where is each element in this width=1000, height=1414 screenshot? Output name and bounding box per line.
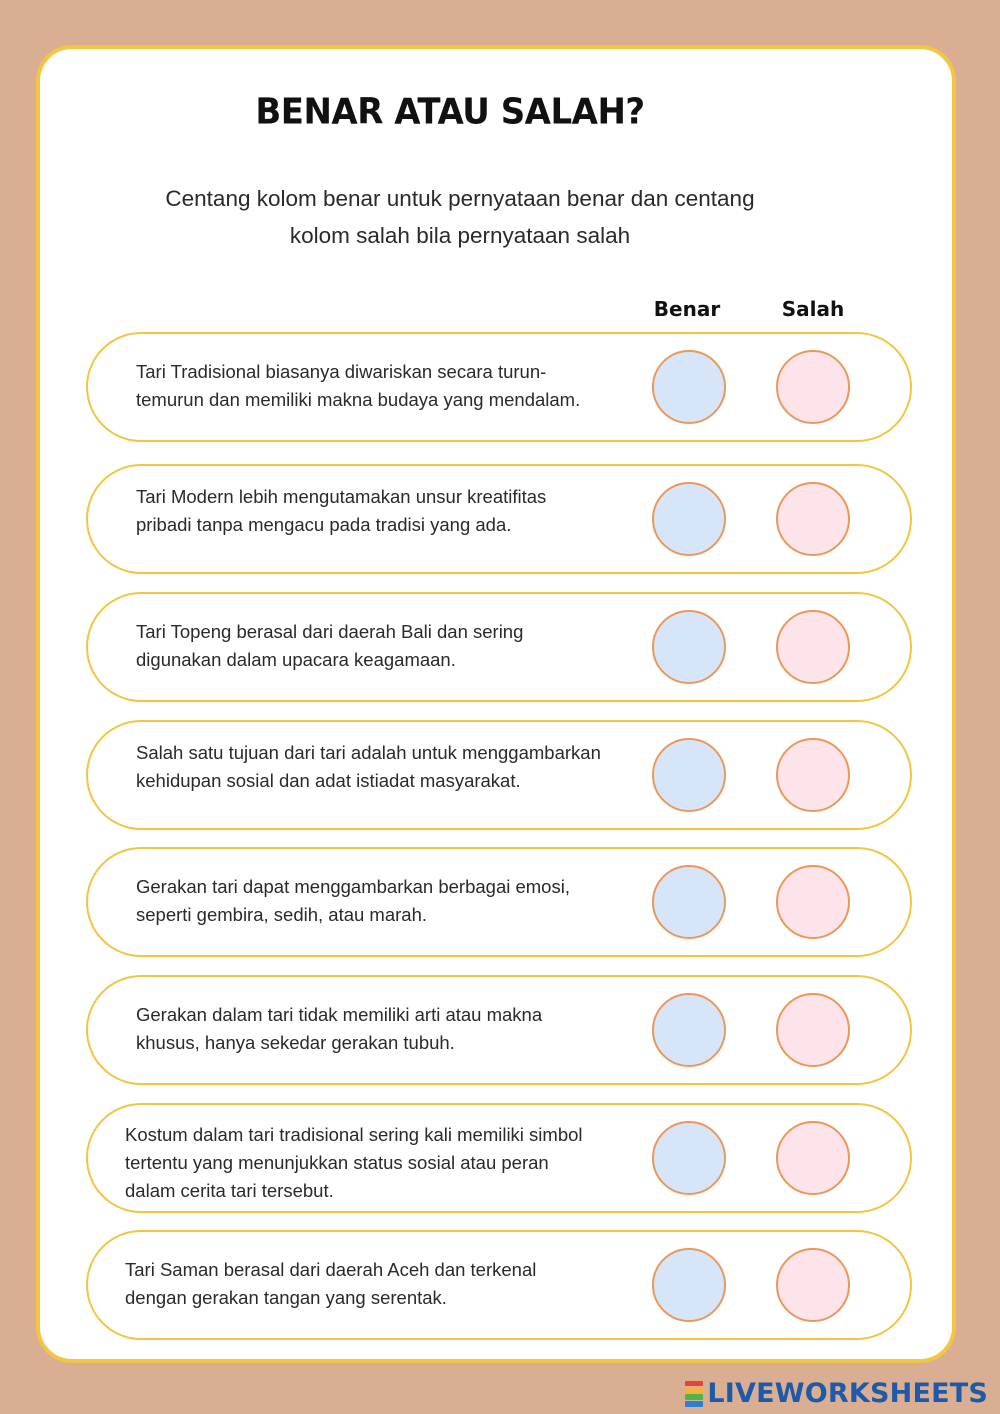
statement-text-line: Salah satu tujuan dari tari adalah untuk menggambarkan: [136, 742, 601, 763]
statement-text-line: dengan gerakan tangan yang serentak.: [125, 1287, 447, 1308]
column-header-benar: Benar: [653, 297, 721, 321]
statement-text: [136, 483, 636, 539]
statement-row: [86, 720, 912, 830]
statement-text: [125, 1121, 625, 1205]
statement-text-line: digunakan dalam upacara keagamaan.: [136, 649, 456, 670]
statement-text-line: pribadi tanpa mengacu pada tradisi yang ada.: [136, 514, 512, 535]
statement-text-line: Gerakan tari dapat menggambarkan berbagai emosi,: [136, 876, 570, 897]
statement-text-line: Tari Topeng berasal dari daerah Bali dan sering: [136, 621, 524, 642]
instructions-line-2: kolom salah bila pernyataan salah: [289, 223, 631, 248]
salah-answer-circle[interactable]: [776, 610, 850, 684]
benar-answer-circle[interactable]: [652, 1248, 726, 1322]
salah-answer-circle[interactable]: [776, 1248, 850, 1322]
statement-text: [136, 618, 636, 674]
instructions-line-1: Centang kolom benar untuk pernyataan benar dan centang: [165, 186, 755, 211]
statement-text-line: kehidupan sosial dan adat istiadat masyarakat.: [136, 770, 521, 791]
statement-text: [136, 1001, 636, 1057]
statement-text: [136, 358, 636, 414]
statement-text-line: Gerakan dalam tari tidak memiliki arti atau makna: [136, 1004, 543, 1025]
benar-answer-circle[interactable]: [652, 738, 726, 812]
statement-text-line: Tari Modern lebih mengutamakan unsur kreatifitas: [136, 486, 547, 507]
benar-answer-circle[interactable]: [652, 993, 726, 1067]
statement-row: [86, 1103, 912, 1213]
statement-text: [125, 1256, 625, 1312]
liveworksheets-wordmark: LIVEWORKSHEETS: [707, 1378, 988, 1409]
statement-row: [86, 1230, 912, 1340]
salah-answer-circle[interactable]: [776, 993, 850, 1067]
statement-text-line: Tari Tradisional biasanya diwariskan secara turun-: [136, 361, 547, 382]
benar-answer-circle[interactable]: [652, 482, 726, 556]
statement-text-line: Tari Saman berasal dari daerah Aceh dan terkenal: [125, 1259, 537, 1280]
worksheet-title: BENAR ATAU SALAH?: [255, 91, 645, 133]
statement-text-line: dalam cerita tari tersebut.: [125, 1180, 334, 1201]
statement-text-line: temurun dan memiliki makna budaya yang mendalam.: [136, 389, 581, 410]
statement-row: [86, 975, 912, 1085]
statement-text: [136, 873, 636, 929]
salah-answer-circle[interactable]: [776, 350, 850, 424]
liveworksheets-brand: [685, 1378, 988, 1409]
salah-answer-circle[interactable]: [776, 482, 850, 556]
statement-text-line: khusus, hanya sekedar gerakan tubuh.: [136, 1032, 455, 1053]
statement-row: [86, 464, 912, 574]
liveworksheets-logo-icon: [685, 1381, 703, 1407]
column-header-salah: Salah: [781, 297, 845, 321]
statement-text: [136, 739, 636, 795]
salah-answer-circle[interactable]: [776, 865, 850, 939]
statement-text-line: seperti gembira, sedih, atau marah.: [136, 904, 428, 925]
statement-row: [86, 332, 912, 442]
benar-answer-circle[interactable]: [652, 350, 726, 424]
benar-answer-circle[interactable]: [652, 1121, 726, 1195]
salah-answer-circle[interactable]: [776, 738, 850, 812]
salah-answer-circle[interactable]: [776, 1121, 850, 1195]
benar-answer-circle[interactable]: [652, 610, 726, 684]
benar-answer-circle[interactable]: [652, 865, 726, 939]
statement-row: [86, 847, 912, 957]
statement-text-line: tertentu yang menunjukkan status sosial atau peran: [125, 1152, 549, 1173]
statement-row: [86, 592, 912, 702]
statement-text-line: Kostum dalam tari tradisional sering kali memiliki simbol: [125, 1124, 583, 1145]
